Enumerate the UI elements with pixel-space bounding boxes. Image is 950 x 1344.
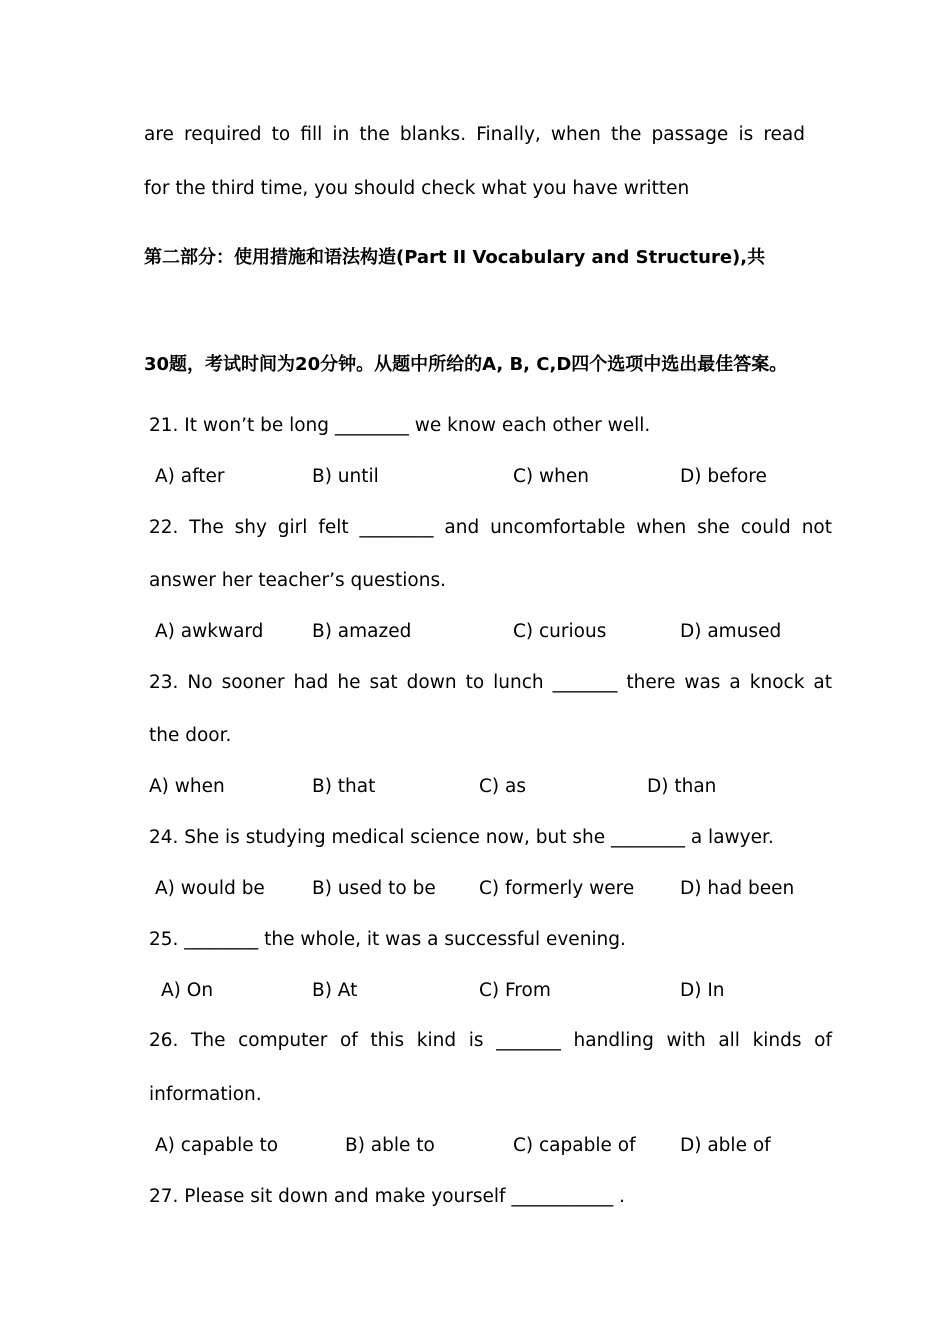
q25-option-b: B) At [312, 980, 358, 1001]
intro-line-1: are required to fill in the blanks. Finally, when the passage is read [144, 124, 805, 145]
q23-option-d: D) than [647, 776, 717, 797]
q21-option-c: C) when [513, 466, 589, 487]
q22-option-a: A) awkward [155, 621, 264, 642]
q23-option-b: B) that [312, 776, 376, 797]
q24-option-c: C) formerly were [479, 878, 635, 899]
q22-option-d: D) amused [680, 621, 782, 642]
q24-option-b: B) used to be [312, 878, 436, 899]
q22-option-c: C) curious [513, 621, 607, 642]
q26-option-a: A) capable to [155, 1135, 279, 1156]
q25-option-a: A) On [161, 980, 214, 1001]
question-26-text-line-2: information. [149, 1084, 262, 1105]
question-27-text: 27. Please sit down and make yourself ___________ . [149, 1186, 625, 1207]
q25-option-d: D) In [680, 980, 725, 1001]
q26-option-b: B) able to [345, 1135, 435, 1156]
question-24-text: 24. She is studying medical science now, but she ________ a lawyer. [149, 827, 774, 848]
question-25-text: 25. ________ the whole, it was a successful evening. [149, 929, 626, 950]
question-26-text-line-1: 26. The computer of this kind is _______ handling with all kinds of [149, 1030, 832, 1051]
question-23-text-line-1: 23. No sooner had he sat down to lunch _______ there was a knock at [149, 672, 832, 693]
q21-option-d: D) before [680, 466, 767, 487]
section-heading-line-1: 第二部分：使用措施和语法构造(Part II Vocabulary and Structure),共 [144, 247, 766, 268]
q21-option-a: A) after [155, 466, 225, 487]
q24-option-d: D) had been [680, 878, 795, 899]
q25-option-c: C) From [479, 980, 551, 1001]
intro-line-2: for the third time, you should check what you have written [144, 178, 690, 199]
q22-option-b: B) amazed [312, 621, 412, 642]
q26-option-c: C) capable of [513, 1135, 636, 1156]
question-23-text-line-2: the door. [149, 725, 232, 746]
q23-option-c: C) as [479, 776, 526, 797]
q21-option-b: B) until [312, 466, 379, 487]
q23-option-a: A) when [149, 776, 225, 797]
question-22-text-line-2: answer her teacher’s questions. [149, 570, 446, 591]
question-21-text: 21. It won’t be long ________ we know each other well. [149, 415, 651, 436]
q24-option-a: A) would be [155, 878, 265, 899]
question-22-text-line-1: 22. The shy girl felt ________ and uncomfortable when she could not [149, 517, 832, 538]
q26-option-d: D) able of [680, 1135, 771, 1156]
section-heading-line-2: 30题，考试时间为20分钟。从题中所给的A, B, C,D四个选项中选出最佳答案。 [144, 354, 788, 375]
